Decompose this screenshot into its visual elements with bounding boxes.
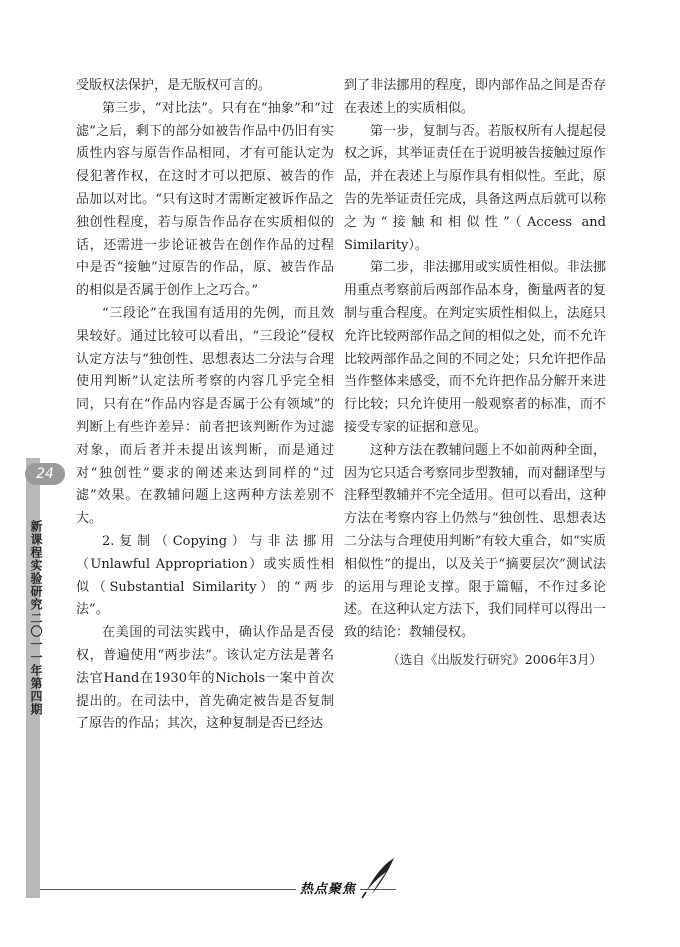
source-citation: （选自《出版发行研究》2006年3月） <box>387 651 602 667</box>
page-number: 24 <box>25 463 65 485</box>
paragraph: 到了非法挪用的程度，即内部作品之间是否存在表述上的实质相似。 <box>344 78 606 116</box>
paragraph: “三段论”在我国有适用的先例，而且效果较好。通过比较可以看出，“三段论”侵权认定方法与“独创性、思想表达二分法与合理使用判断”认定法所考察的内容几乎完全相同，只有在“作品内容是否属于公有领域”的判断上有些许差异：前者把该判断作为过滤对象，而后者并未提出该判断，而是通过对“独创性”要求的阐述来达到同样的“过滤”效果。在教辅问题上这两种方法差别不大。 <box>76 305 334 527</box>
journal-name: 新课程实验研究 <box>29 520 43 611</box>
section-label: 热点聚焦 <box>296 878 360 897</box>
right-column <box>344 75 606 672</box>
paragraph: 在美国的司法实践中，确认作品是否侵权，普遍使用“两步法”。该认定方法是著名法官Hand在1930年的Nichols一案中首次提出的。在司法中，首先确定被告是否复制了原告的作品；其次，这种复制是否已经达 <box>76 625 334 732</box>
paragraph: 第三步，“对比法”。只有在“抽象”和“过滤”之后，剩下的部分如被告作品中仍旧有实质性内容与原告作品相同，才有可能认定为侵犯著作权，在这时才可以把原、被告的作品加以对比。“只有这时才需断定被诉作品之独创性程度，若与原告作品存在实质相似的话，还需进一步论证被告在创作作品的过程中是否“接触”过原告的作品，原、被告作品的相似是否属于创作上之巧合。” <box>76 100 334 299</box>
quill-pen-icon <box>356 856 398 900</box>
paragraph: 第一步，复制与否。若版权所有人提起侵权之诉，其举证责任在于说明被告接触过原作品，并在表述上与原作具有相似性。至此，原告的先举证责任完成，具备这两点后就可以称之为“接触和相似性”（Access and Similarity）。 <box>344 123 606 253</box>
paragraph: 这种方法在教辅问题上不如前两种全面，因为它只适合考察同步型教辅，而对翻译型与注释型教辅并不完全适用。但可以看出，这种方法在考察内容上仍然与“独创性、思想表达二分法与合理使用判断”有较大重合，如“实质相似性”的提出，以及关于“摘要层次”测试法的运用与理论支撑。限于篇幅，不作过多论述。在这种认定方法下，我们同样可以得出一致的结论：教辅侵权。 <box>344 442 606 641</box>
journal-issue: 二〇一一年第四期 <box>29 612 43 716</box>
paragraph: 受版权法保护，是无版权可言的。 <box>76 78 272 93</box>
left-column <box>76 75 334 736</box>
paragraph: 2.复制（Copying）与非法挪用（Unlawful Appropriation）或实质性相似（Substantial Similarity）的“两步法”。 <box>76 533 334 618</box>
paragraph: 第二步，非法挪用或实质性相似。非法挪用重点考察前后两部作品本身，衡量两者的复制与重合程度。在判定实质性相似上，法庭只允许比较两部作品之间的相似之处，而不允许比较两部作品之间的不同之处；只允许把作品当作整体来感受，而不允许把作品分解开来进行比较；只允许使用一般观察者的标准，而不接受专家的证据和意见。 <box>344 260 606 435</box>
